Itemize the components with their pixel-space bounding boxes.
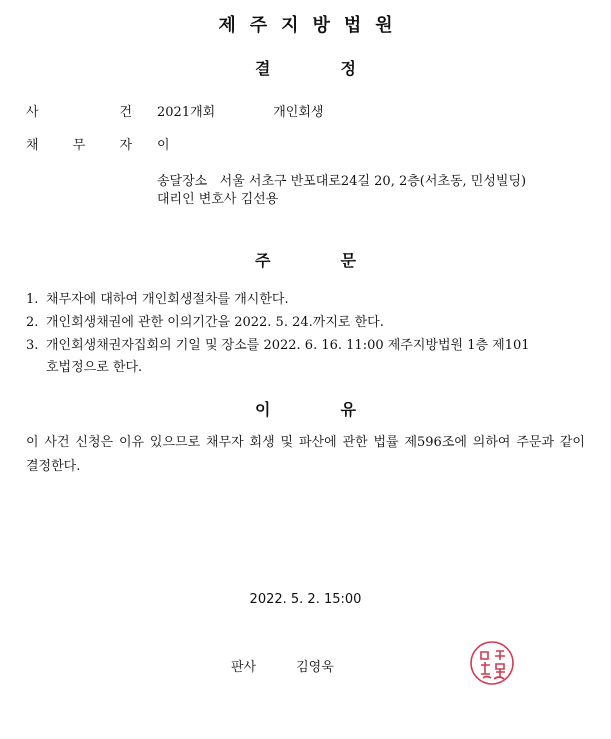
judge-line (231, 656, 334, 675)
judge-title: 판사 (231, 660, 257, 675)
order-item-2 (26, 311, 384, 330)
order-heading-char-1: 주 (255, 251, 271, 270)
judge-name: 김영욱 (296, 660, 334, 675)
reason-text: 이 사건 신청은 이유 있으므로 채무자 회생 및 파산에 관한 법률 제596조에 의하여 주문과 같이 결정한다. (26, 435, 585, 474)
case-number: 2021개회 (157, 105, 216, 120)
order-item-2-text: 개인회생채권에 관한 이의기간을 2022. 5. 24.까지로 한다. (46, 315, 384, 330)
address-label: 송달장소 (157, 174, 208, 189)
order-item-2-num: 2. (26, 315, 39, 330)
decision-date: 2022. 5. 2. 15:00 (249, 592, 362, 607)
order-item-3 (26, 334, 530, 353)
order-item-3-continued: 호법정으로 한다. (46, 360, 143, 375)
court-name: 제주지방법원 (218, 15, 407, 36)
reason-heading (0, 397, 611, 420)
agent-line: 대리인 변호사 김선용 (157, 192, 279, 207)
case-type: 개인회생 (273, 105, 324, 120)
order-heading-char-2: 문 (340, 251, 356, 270)
order-item-3-num: 3. (26, 338, 39, 353)
order-item-1-num: 1. (26, 292, 39, 307)
debtor-label-char-2: 무 (72, 138, 86, 153)
debtor-label-char-1: 채 (26, 138, 39, 153)
service-address (157, 170, 526, 189)
document-title (0, 56, 611, 79)
order-item-3-text: 개인회생채권자집회의 기일 및 장소를 2022. 6. 16. 11:00 제주지방법원 1층 제101 (46, 338, 530, 353)
debtor-label-char-3: 자 (119, 138, 132, 153)
case-label-char-1: 사 (26, 105, 39, 120)
court-seal-icon (469, 640, 515, 686)
reason-heading-char-2: 유 (340, 400, 356, 419)
order-item-1 (26, 288, 289, 307)
document-title-char-2: 정 (340, 59, 356, 78)
case-label (26, 101, 132, 120)
reason-heading-char-1: 이 (255, 400, 271, 419)
debtor-label (26, 134, 132, 153)
order-heading (0, 248, 611, 271)
address-value: 서울 서초구 반포대로24길 20, 2층(서초동, 민성빌딩) (219, 174, 527, 189)
case-value (157, 101, 323, 120)
debtor-name: 이 (157, 138, 170, 153)
order-item-1-text: 채무자에 대하여 개인회생절차를 개시한다. (46, 292, 289, 307)
document-title-char-1: 결 (255, 59, 271, 78)
case-label-char-2: 건 (119, 105, 132, 120)
